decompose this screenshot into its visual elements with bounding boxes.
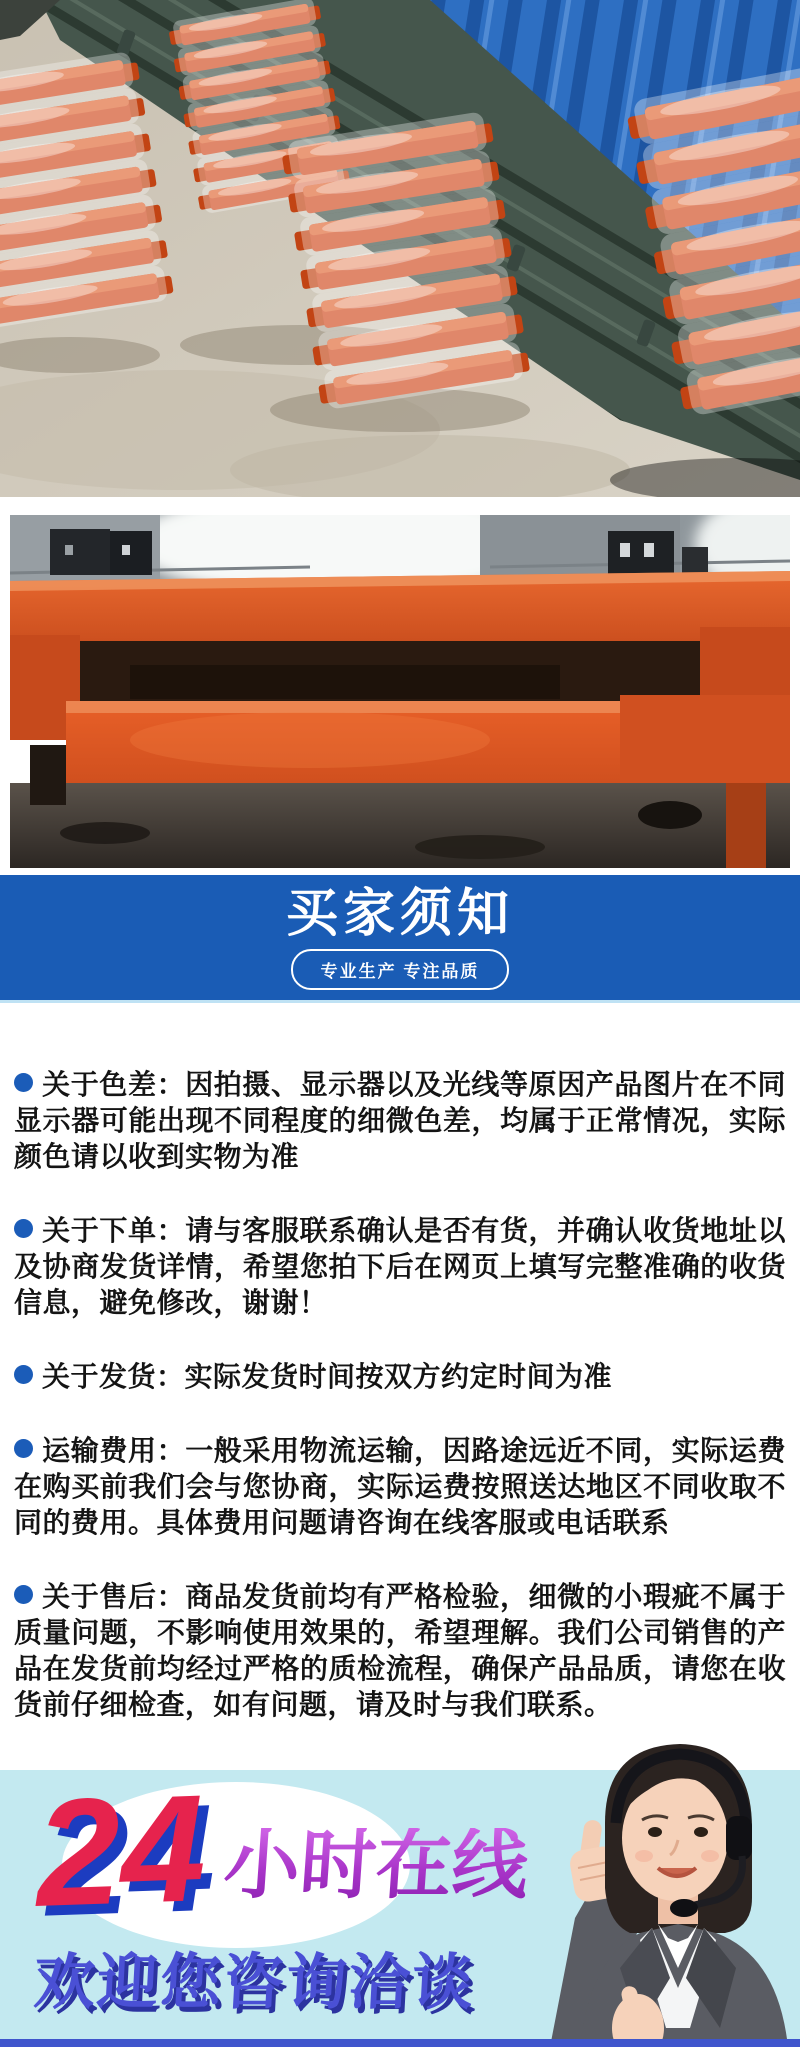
promo-hours-number: 24: [33, 1763, 208, 1939]
bullet-icon: [14, 1073, 33, 1092]
notice-item-freight: [14, 1433, 786, 1541]
notice-text: 实际发货时间按双方约定时间为准: [184, 1361, 613, 1392]
bullet-icon: [14, 1365, 33, 1384]
notice-text: 一般采用物流运输，因路途远近不同，实际运费在购买前我们会与您协商，实际运费按照送达地区不同收取不同的费用。具体费用问题请咨询在线客服或电话联系: [14, 1435, 786, 1538]
notice-text: 请与客服联系确认是否有货，并确认收货地址以及协商发货详情，希望您拍下后在网页上填写完整准确的收货信息，避免修改，谢谢！: [14, 1215, 786, 1318]
notice-text: 因拍摄、显示器以及光线等原因产品图片在不同显示器可能出现不同程度的细微色差，均属于正常情况，实际颜色请以收到实物为准: [14, 1069, 786, 1172]
bearing-photo-graphic: [10, 515, 790, 868]
notice-label: 关于色差：: [42, 1069, 186, 1100]
product-photo-bearing-closeup: [10, 515, 790, 868]
notice-item-color-difference: [14, 1067, 786, 1175]
warehouse-photo-graphic: [0, 0, 800, 497]
bullet-icon: [14, 1585, 33, 1604]
notice-label: 关于下单：: [42, 1215, 186, 1246]
notice-item-ordering: [14, 1213, 786, 1321]
promo-welcome-text: 欢迎您咨询洽谈: [32, 1948, 477, 2016]
notice-item-shipping: [14, 1359, 786, 1395]
bullet-icon: [14, 1439, 33, 1458]
notice-label: 关于售后：: [42, 1581, 186, 1612]
bullet-icon: [14, 1219, 33, 1238]
notice-item-aftersale: [14, 1579, 786, 1723]
notice-label: 关于发货：: [42, 1361, 185, 1392]
notice-list: [0, 1003, 800, 1770]
buyer-notice-banner: [0, 875, 800, 1003]
product-photo-warehouse-stacks: [0, 0, 800, 497]
banner-title: 买家须知: [285, 885, 514, 943]
promo-24h-section: [0, 1763, 800, 2047]
notice-label: 运输费用：: [42, 1435, 186, 1466]
bottom-blue-strip: [0, 2039, 800, 2047]
notice-text: 商品发货前均有严格检验，细微的小瑕疵不属于质量问题，不影响使用效果的，希望理解。我们公司销售的产品在发货前均经过严格的质检流程，确保产品品质，请您在收货前仔细检查，如有问题，请及时与我们联系。: [14, 1581, 786, 1720]
agent-graphic: [520, 1728, 800, 2047]
promo-online-text: 小时在线: [221, 1823, 532, 1908]
banner-subtitle-pill: 专业生产 专注品质: [291, 949, 510, 990]
customer-service-agent-image: [520, 1728, 800, 2047]
